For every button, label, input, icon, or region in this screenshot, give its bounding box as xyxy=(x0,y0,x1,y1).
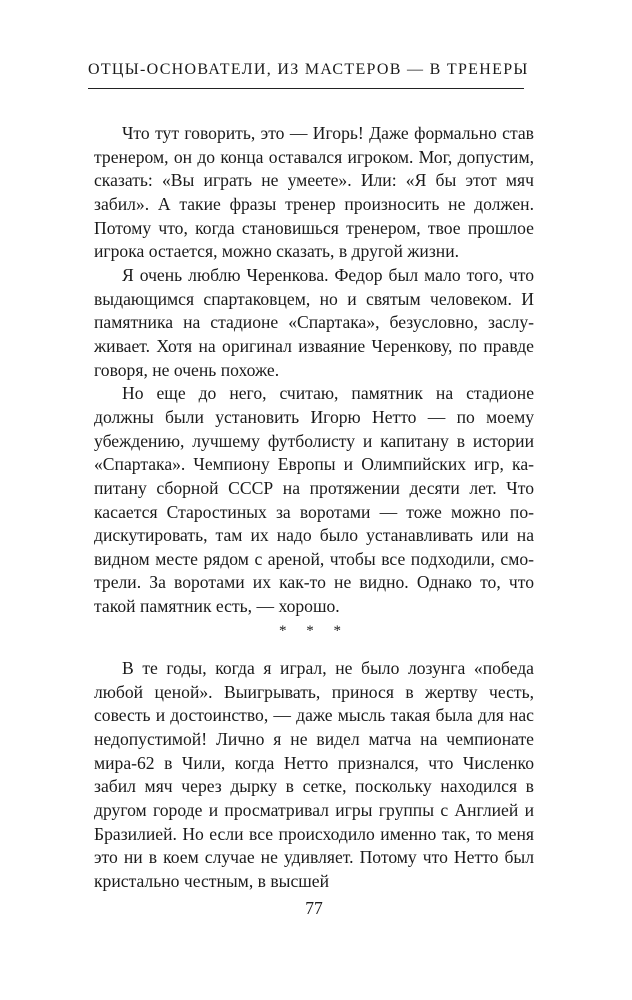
paragraph: В те годы, когда я играл, не было лозунга «победа любой ценой». Выигрывать, принося в жертву честь, совесть и достоинство, — даже мысль такая была для нас недопустимой! Лично я не видел матча на чемпионате мира-62 в Чили, когда Нетто признался, что Численко забил мяч через дырку в сетке, поскольку находился в другом городе и просматривал игры группы с Англией и Бразилией. Но если все происходило именно так, то меня это ни в коем случае не удивляет. Потому что Нетто был кристально честным, в высшей xyxy=(94,658,534,891)
paragraph: Я очень люблю Черенкова. Федор был мало того, что выдающимся спартаковцем, но и святым человеком. И памятника на стадионе «Спартака», безусловно, заслуживает. Хотя на оригинал изваяние Черенкову, по правде говоря, не очень похоже. xyxy=(94,264,534,380)
text-section-one xyxy=(94,122,534,619)
running-head: ОТЦЫ-ОСНОВАТЕЛИ, ИЗ МАСТЕРОВ — В ТРЕНЕРЫ xyxy=(88,60,524,89)
page-number: 77 xyxy=(305,898,323,918)
section-separator: * * * xyxy=(279,623,349,639)
text-section-two xyxy=(94,657,534,894)
paragraph: Что тут говорить, это — Игорь! Даже формально став тренером, он до конца оставался игроком. Мог, допустим, сказать: «Вы играть не умеете». Или: «Я бы этот мяч забил». А такие фразы тренер произносить не должен. Потому что, когда становишься тренером, твое прошлое игрока остается, можно сказать, в другой жизни. xyxy=(94,123,534,262)
paragraph: Но еще до него, считаю, памятник на стадионе должны были установить Игорю Нетто — по моему убеждению, лучшему футболисту и капитану в истории «Спартака». Чемпиону Европы и Олимпийских игр, капитану сборной СССР на протяжении десяти лет. Что касается Старостиных за воротами — тоже можно подискутировать, там их надо было устанавливать или на видном месте рядом с ареной, чтобы все подходили, смотрели. За воротами их как-то не видно. Однако то, что такой памятник есть, — хорошо. xyxy=(94,383,534,617)
